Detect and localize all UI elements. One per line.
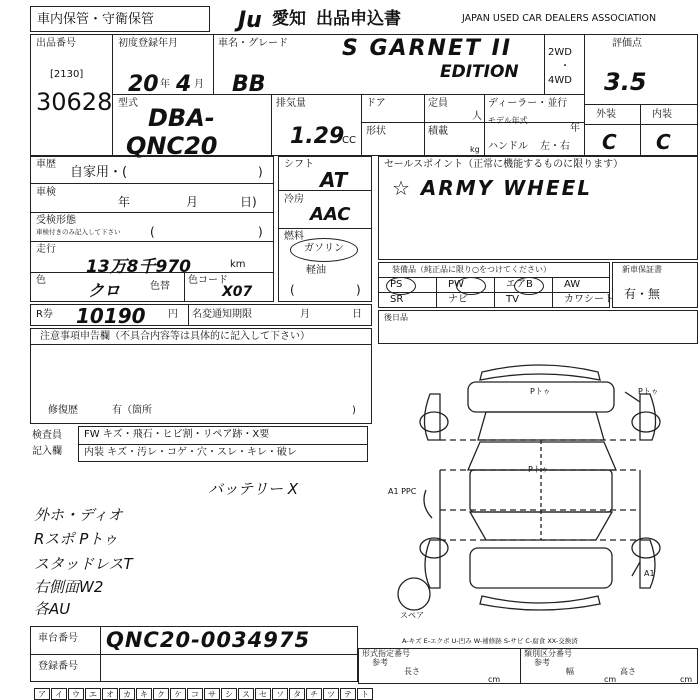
four-wd: 4WD: [548, 75, 572, 86]
model-type-label: 型式: [118, 98, 138, 109]
footer-cell: [119, 688, 135, 700]
footer-cell: [102, 688, 118, 700]
footer-cell: [136, 688, 152, 700]
displacement-label: 排気量: [276, 98, 306, 109]
acceptance-note: 車検付きのみ記入して下さい: [36, 228, 121, 236]
inspection-day: 日): [240, 195, 257, 209]
evaluation-score: 3.5: [604, 68, 647, 96]
model-name-value: S GARNET II: [342, 36, 513, 61]
equipment-item-1: PS: [390, 279, 403, 290]
shift-label: シフト: [284, 159, 314, 170]
remark-3: スタッドレスT: [34, 555, 133, 573]
footer-char: テ: [344, 690, 352, 699]
inspection-month: 月: [186, 195, 199, 209]
footer-cell: [153, 688, 169, 700]
inspector-label-2: 記入欄: [32, 446, 62, 457]
footer-cell: [221, 688, 237, 700]
inspection-label: 車検: [36, 187, 56, 198]
footer-char: セ: [259, 690, 267, 699]
inspector-row-1: FW キズ・飛石・ヒビ割・リペア跡・X要: [84, 429, 270, 440]
equipment-item-2: PW: [448, 279, 464, 290]
shape-label: 形状: [366, 126, 386, 137]
history-value: 自家用・(: [70, 165, 128, 180]
fuel-open: (: [290, 283, 295, 297]
footer-cell: [289, 688, 305, 700]
footer-cell: [323, 688, 339, 700]
footer-char: ツ: [327, 690, 335, 699]
width-unit: cm: [604, 675, 617, 684]
selling-points-label: セールスポイント（正常に機能するものに限ります）: [384, 159, 624, 170]
dealer-label: ディーラー・並行: [488, 98, 568, 109]
color-label: 色: [36, 275, 46, 286]
model-year-label: モデル年式: [488, 116, 528, 125]
first-reg-month: 4: [176, 72, 192, 97]
footer-cell: [238, 688, 254, 700]
remark-2: Rスポ Pトゥ: [34, 530, 118, 548]
model-name-label: 車名・グレード: [218, 38, 288, 49]
footer-cell: [306, 688, 322, 700]
color-value: クロ: [88, 281, 121, 300]
logo-text: 愛知: [272, 9, 306, 29]
first-reg-year: 20: [128, 72, 159, 97]
storage-tag-text: 車内保管・守衛保管: [37, 12, 155, 27]
inspection-year: 年: [118, 195, 131, 209]
first-reg-year-unit: 年: [160, 79, 170, 90]
equipment-item-6: ナビ: [448, 294, 468, 305]
footer-cell: [68, 688, 84, 700]
model-year-unit: 年: [570, 123, 580, 134]
warranty-label: 新車保証書: [622, 265, 662, 274]
shift-value: AT: [320, 168, 348, 192]
diagram-label-right-rear: A1: [644, 569, 655, 578]
capacity-label: 定員: [428, 98, 448, 109]
footer-cell: [255, 688, 271, 700]
color-code: X07: [222, 284, 253, 300]
association-name: JAPAN USED CAR DEALERS ASSOCIATION: [462, 13, 657, 24]
footer-char: ウ: [72, 690, 80, 699]
footer-cell: [340, 688, 356, 700]
displacement-unit: CC: [342, 135, 356, 146]
diagram-label-roof: Pトゥ: [528, 465, 549, 474]
deadline-label: 名変通知期限: [192, 309, 252, 320]
form-title: 出品申込書: [316, 9, 401, 29]
fuel-close: ): [356, 283, 361, 297]
fuel-label: 燃料: [284, 231, 304, 242]
category-ref: 参考: [534, 658, 550, 667]
handle-label: ハンドル: [488, 141, 528, 152]
footer-char: ス: [242, 690, 250, 699]
footer-char: ト: [361, 690, 369, 699]
doors-label: ドア: [366, 98, 386, 109]
remark-4: 右側面W2: [34, 578, 104, 596]
recycle-label: R券: [36, 309, 53, 320]
lot-label: 出品番号: [36, 38, 76, 49]
height-label: 高さ: [620, 667, 636, 676]
history-label: 車歴: [36, 159, 56, 170]
deadline-month: 月: [300, 309, 310, 320]
repair-label: 修復歴: [48, 405, 78, 416]
repair-value: 有（箇所: [112, 405, 152, 416]
exterior-label: 外装: [596, 109, 616, 120]
footer-cell: [170, 688, 186, 700]
selling-points-text: ☆ ARMY WHEEL: [392, 176, 592, 200]
length-unit: cm: [488, 675, 501, 684]
height-unit: cm: [680, 675, 693, 684]
footer-char: ク: [157, 690, 165, 699]
mileage-unit: km: [230, 259, 246, 270]
load-unit: kg: [470, 145, 480, 154]
first-reg-month-unit: 月: [194, 79, 204, 90]
deadline-day: 日: [352, 309, 362, 320]
footer-char: ケ: [174, 690, 182, 699]
chassis-label: 車台番号: [38, 633, 78, 644]
remark-battery: バッテリー X: [208, 480, 299, 498]
footer-cell: [187, 688, 203, 700]
mileage-label: 走行: [36, 244, 56, 255]
first-reg-label: 初度登録年月: [118, 38, 178, 49]
evaluation-label: 評価点: [612, 38, 642, 49]
footer-char: サ: [208, 690, 216, 699]
two-wd: 2WD: [548, 47, 572, 58]
inspector-label-1: 検査員: [32, 430, 62, 441]
equipment-label: 装備品（純正品に限り○をつけてください）: [392, 265, 551, 274]
inspector-row-2: 内装 キズ・汚レ・コゲ・穴・スレ・キレ・破レ: [84, 447, 297, 458]
footer-char: ア: [38, 690, 46, 699]
category-label: 類別区分番号: [524, 649, 572, 658]
lot-number: 30628: [36, 88, 113, 116]
footer-char: チ: [310, 690, 318, 699]
load-label: 積載: [428, 126, 448, 137]
designation-ref: 参考: [372, 658, 388, 667]
footer-char: エ: [89, 690, 97, 699]
chassis-value: QNC20-0034975: [106, 628, 311, 652]
history-close: ): [258, 165, 263, 179]
footer-char: コ: [191, 690, 199, 699]
footer-cell: [51, 688, 67, 700]
model-type-code: QNC20: [126, 132, 218, 160]
interior-label: 内装: [652, 109, 672, 120]
footer-cell: [357, 688, 373, 700]
equipment-item-4: AW: [564, 279, 581, 290]
displacement-value: 1.29: [290, 124, 345, 149]
grade-value: BB: [232, 72, 266, 97]
notes-label: 注意事項申告欄（不具合内容等は具体的に記入して下さい）: [40, 331, 310, 342]
wd-dot: ・: [560, 61, 570, 72]
ac-value: AAC: [310, 204, 351, 225]
equipment-item-8: カワシート: [564, 294, 614, 305]
footer-char: タ: [293, 690, 301, 699]
ju-logo: Ju: [238, 8, 262, 33]
repair-close: ): [352, 405, 356, 416]
fuel-gas: ガソリン: [304, 243, 344, 254]
remark-5: 各AU: [34, 600, 71, 618]
footer-char: ソ: [276, 690, 284, 699]
footer-char: イ: [55, 690, 63, 699]
interior-grade: C: [656, 130, 671, 154]
footer-char: キ: [140, 690, 148, 699]
diagram-label-spare: スペア: [400, 611, 424, 620]
color-code-label: 色コード: [188, 275, 228, 286]
footer-cell: [85, 688, 101, 700]
footer-cell: [34, 688, 50, 700]
acceptance-open: (: [150, 225, 155, 239]
length-label: 長さ: [404, 667, 420, 676]
footer-char: カ: [123, 690, 131, 699]
equipment-item-7: TV: [506, 294, 519, 305]
exterior-grade: C: [602, 130, 617, 154]
damage-legend: A-キズ E-エクボ U-凹み W-補修跡 S-サビ C-腐食 XX-交換済: [402, 637, 578, 645]
footer-cell: [204, 688, 220, 700]
designation-label: 形式指定番号: [362, 649, 410, 658]
recycle-unit: 円: [168, 309, 178, 320]
edition-value: EDITION: [440, 62, 519, 82]
remark-1: 外ホ・ディオ: [34, 506, 123, 524]
footer-char: シ: [225, 690, 233, 699]
acceptance-label: 受検形態: [36, 215, 76, 226]
registration-label: 登録番号: [38, 661, 78, 672]
handle-options: 左・右: [540, 141, 570, 152]
model-type-prefix: DBA-: [148, 104, 215, 132]
color-change: 色替: [150, 281, 170, 292]
equipment-item-5: SR: [390, 294, 404, 305]
width-label: 幅: [566, 667, 574, 676]
equipment-item-3: エアB: [506, 279, 533, 290]
acceptance-close: ): [258, 225, 263, 239]
lot-code: [2130]: [50, 69, 84, 80]
recycle-value: 10190: [76, 304, 146, 328]
later-label: 後日品: [384, 313, 408, 322]
mileage-value: 13万8千970: [86, 257, 191, 277]
fuel-diesel: 軽油: [306, 265, 326, 276]
capacity-unit: 人: [472, 111, 482, 122]
footer-cell: [272, 688, 288, 700]
diagram-label-front: Pトゥ: [530, 387, 551, 396]
diagram-label-right-front: Pトゥ: [638, 387, 659, 396]
ac-label: 冷房: [284, 194, 304, 205]
diagram-label-left: A1 PPC: [388, 487, 417, 496]
warranty-options: 有・無: [624, 287, 661, 301]
footer-char: オ: [106, 690, 114, 699]
